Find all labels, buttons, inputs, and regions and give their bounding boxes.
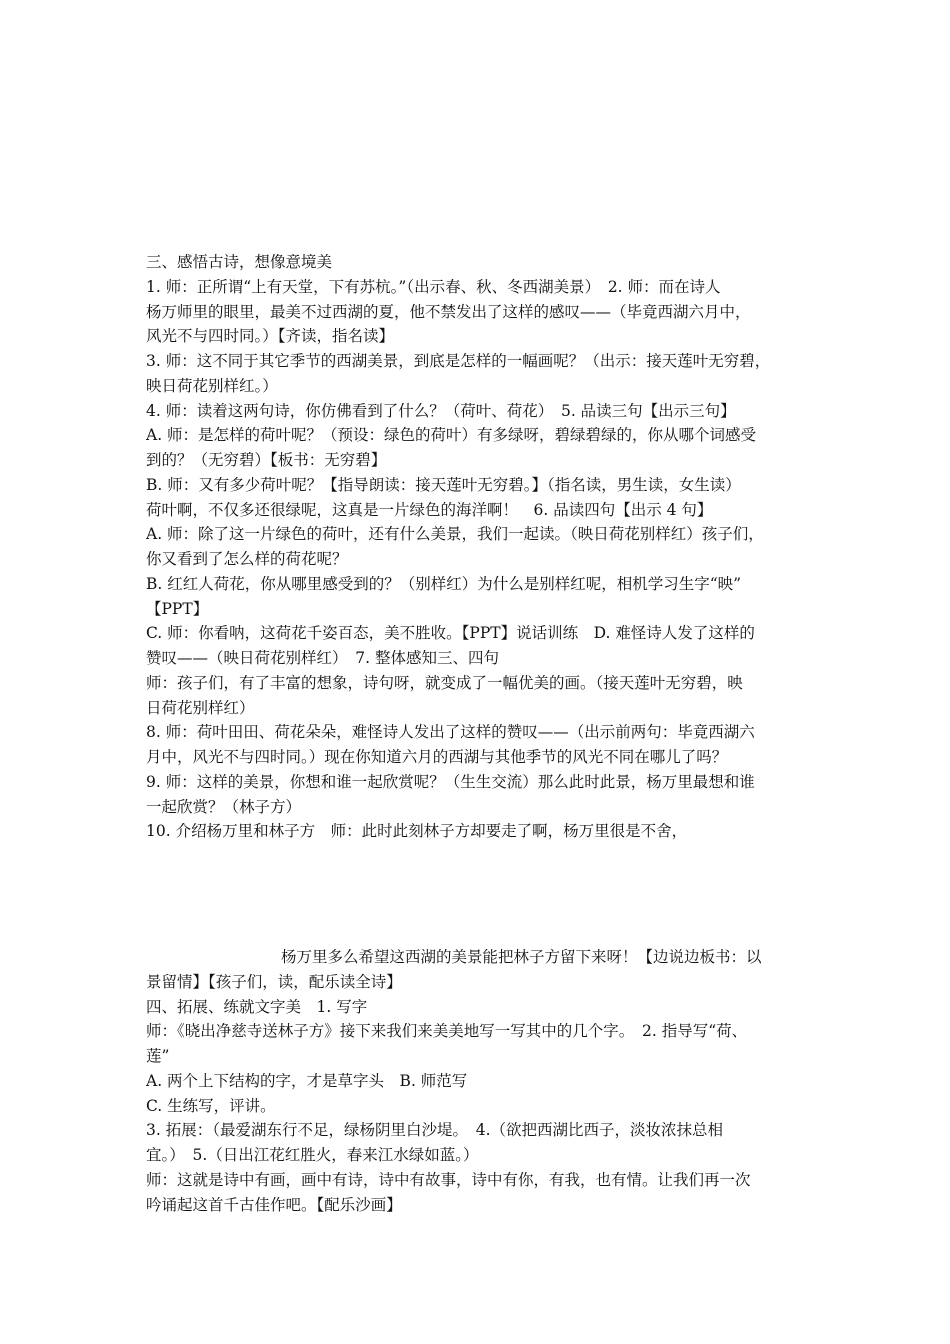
text-line: C. 师：你看呐，这荷花千姿百态，美不胜收。【PPT】说话训练 D. 难怪诗人发了这样的	[146, 624, 755, 643]
section-heading: 四、拓展、练就文字美 1. 写字	[146, 997, 368, 1016]
text-line: B. 师：又有多少荷叶呢？【指导朗读：接天莲叶无穷碧。】（指名读，男生读，女生读）	[146, 475, 741, 494]
text-line: 杨万师里的眼里，最美不过西湖的夏，他不禁发出了这样的感叹——（毕竟西湖六月中，	[146, 302, 751, 321]
text-line: 【PPT】	[146, 599, 209, 618]
text-line: 一起欣赏？（林子方）	[146, 797, 302, 816]
text-line: B. 红红人荷花，你从哪里感受到的？（别样红）为什么是别样红呢，相机学习生字“映”	[146, 574, 742, 593]
lesson-section-one	[146, 250, 826, 844]
text-line: A. 师：是怎样的荷叶呢？（预设：绿色的荷叶）有多绿呀，碧绿碧绿的，你从哪个词感受	[146, 426, 757, 445]
text-line: A. 两个上下结构的字，才是草字头 B. 师范写	[146, 1071, 468, 1090]
text-line: 师：孩子们，有了丰富的想象，诗句呀，就变成了一幅优美的画。（接天莲叶无穷碧，映	[146, 673, 743, 692]
text-line: 9. 师：这样的美景，你想和谁一起欣赏呢？（生生交流）那么此时此景，杨万里最想和谁	[146, 772, 755, 791]
text-line: 杨万里多么希望这西湖的美景能把林子方留下来呀！【边说边板书：以	[281, 948, 762, 966]
text-line: 1. 师：正所谓“上有天堂，下有苏杭。”（出示春、秋、冬西湖美景） 2. 师：而在诗人	[146, 277, 721, 296]
text-line: 莲”	[146, 1047, 170, 1065]
lesson-section-two	[146, 945, 826, 1217]
text-line: 宜。） 5.（日出江花红胜火，春来江水绿如蓝。）	[146, 1146, 479, 1164]
section-heading: 三、感悟古诗，想像意境美	[146, 253, 333, 271]
text-line: 你又看到了怎么样的荷花呢？	[146, 550, 348, 568]
text-line: 赞叹——（映日荷花别样红） 7. 整体感知三、四句	[146, 649, 499, 667]
text-line: 3. 拓展：（最爱湖东行不足，绿杨阴里白沙堤。 4.（欲把西湖比西子，淡妆浓抹总相	[146, 1121, 724, 1140]
text-line: 4. 师：读着这两句诗，你仿佛看到了什么？（荷叶、荷花） 5. 品读三句【出示三句】	[146, 401, 736, 420]
text-line: 映日荷花别样红。）	[146, 376, 278, 395]
text-line: 荷叶啊，不仅多还很绿呢，这真是一片绿色的海洋啊！ 6. 品读四句【出示 4 句】	[146, 500, 713, 519]
text-line: 10. 介绍杨万里和林子方 师：此时此刻林子方却要走了啊，杨万里很是不舍，	[146, 822, 688, 841]
text-line: 8. 师：荷叶田田、荷花朵朵，难怪诗人发出了这样的赞叹——（出示前两句：毕竟西湖六	[146, 723, 755, 742]
text-line: 日荷花别样红）	[146, 698, 255, 717]
text-line: 风光不与四时同。）【齐读，指名读】	[146, 327, 395, 346]
text-line: 师：《晓出净慈寺送林子方》接下来我们来美美地写一写其中的几个字。 2. 指导写“荷、	[146, 1022, 748, 1041]
text-line: 师：这就是诗中有画，画中有诗，诗中有故事，诗中有你，有我，也有情。让我们再一次	[146, 1170, 751, 1189]
text-line: 景留情】【孩子们，读，配乐读全诗】	[146, 972, 402, 991]
text-line: 3. 师：这不同于其它季节的西湖美景，到底是怎样的一幅画呢？（出示：接天莲叶无穷碧，	[146, 352, 771, 370]
text-line: 到的？（无穷碧）【板书：无穷碧】	[146, 451, 387, 469]
text-line: 吟诵起这首千古佳作吧。【配乐沙画】	[146, 1195, 402, 1214]
text-line: A. 师：除了这一片绿色的荷叶，还有什么美景，我们一起读。（映日荷花别样红）孩子们，	[146, 525, 764, 544]
text-line: 月中，风光不与四时同。）现在你知道六月的西湖与其他季节的风光不同在哪儿了吗？	[146, 748, 728, 766]
text-line: C. 生练写，评讲。	[146, 1096, 276, 1115]
